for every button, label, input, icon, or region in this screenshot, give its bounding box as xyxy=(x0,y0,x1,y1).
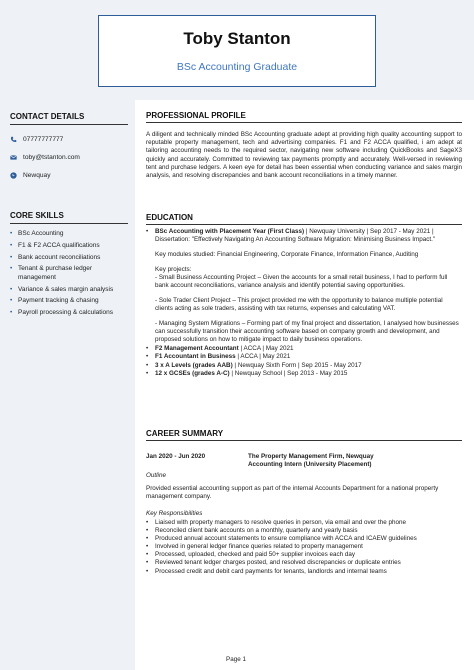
degree-entry xyxy=(146,228,462,344)
qualification-meta: | Newquay Sixth Form | Sep 2015 - May 2017 xyxy=(232,361,362,369)
education-list xyxy=(146,228,462,379)
education-heading: EDUCATION xyxy=(146,213,462,225)
sidebar xyxy=(0,100,135,670)
responsibility-item: • Liaised with property managers to resolve queries in person, via email and over the phone xyxy=(146,519,462,527)
responsibility-item: • Involved in general ledger finance queries related to property management xyxy=(146,543,462,551)
qualification-entry xyxy=(146,362,462,370)
skills-list xyxy=(10,230,128,321)
responsibilities-label: Key Responsibilities xyxy=(146,510,203,517)
qualification-entry xyxy=(146,345,462,353)
candidate-name: Toby Stanton xyxy=(183,29,291,48)
qualification-title: 12 x GCSEs (grades A-C) xyxy=(155,370,230,377)
contact-phone xyxy=(10,136,63,143)
responsibilities-list xyxy=(146,519,462,576)
contact-heading: CONTACT DETAILS xyxy=(10,112,128,125)
responsibility-item: • Produced annual account statements to ensure compliance with ACCA and ICAEW guidelines xyxy=(146,535,462,543)
project-2: - Sole Trader Client Project – This project provided me with the opportunity to balance multiple potential clients acting as sole traders, assisting with tax returns, expenses and calculating VAT. xyxy=(155,297,443,312)
skill-item: • Payment tracking & chasing xyxy=(10,297,128,305)
degree-meta: | Newquay University | Sep 2017 - May 2021 | xyxy=(304,228,434,235)
responsibility-item: • Reconciled client bank accounts on a monthly, quarterly and yearly basis xyxy=(146,527,462,535)
projects-label: Key projects: xyxy=(155,266,192,273)
page-number: Page 1 xyxy=(226,656,246,663)
skill-item: • BSc Accounting xyxy=(10,230,128,238)
career-heading: CAREER SUMMARY xyxy=(146,429,462,441)
job-dates: Jan 2020 - Jun 2020 xyxy=(146,453,206,460)
key-modules: Key modules studied: Financial Engineering, Corporate Finance, Information Finance, Auditing xyxy=(155,251,419,258)
email-icon xyxy=(10,154,17,161)
name-box xyxy=(98,15,376,87)
responsibility-item: • Reviewed tenant ledger charges posted, and resolved discrepancies or duplicate entries xyxy=(146,559,462,567)
skill-item: • Tenant & purchase ledger management xyxy=(10,265,128,282)
project-3: - Managing System Migrations – Forming part of my final project and dissertation, I analysed how businesses can successfully transition their accounting software based on company growth and development, and proposed solutions on how to mitigate impact to daily business operations. xyxy=(155,320,459,343)
qualification-entry xyxy=(146,353,462,361)
candidate-subtitle: BSc Accounting Graduate xyxy=(176,61,298,73)
job-outline: Provided essential accounting support as part of the internal Accounts Department for a national property management company. xyxy=(146,485,439,500)
location-icon xyxy=(10,172,17,179)
job-company: The Property Management Firm, Newquay xyxy=(248,453,374,460)
contact-location xyxy=(10,172,51,179)
job-header xyxy=(248,453,408,469)
project-1: - Small Business Accounting Project – Given the accounts for a small retail business, I had to perform full bank account reconciliations, variance analysis and identify potential saving opportunities. xyxy=(155,274,448,289)
degree-title: BSc Accounting with Placement Year (First Class) xyxy=(155,228,305,235)
profile-text: A diligent and technically minded BSc Accounting graduate adept at providing high quality accounting support to reputable property management, tech and advertising companies. F1 and F2 ACCA qualified, i am adept at tailoring accounting needs to the required sector, navigating new software including QuickBooks and SageX3 quickly and accurately. Committed to reviewing tax payments promptly and accurately. Well-versed in reviewing tent and purchase ledgers. A keen eye for detail has been essential when conducting variance and sales margin analysis, and resolving discrepancies and bank account reconciliations in a timely manner. xyxy=(146,131,462,180)
skill-item: • Payroll processing & calculations xyxy=(10,309,128,317)
qualification-meta: | Newquay School | Sep 2013 - May 2015 xyxy=(229,370,348,377)
outline-label: Outline xyxy=(146,472,166,479)
job-role: Accounting Intern (University Placement) xyxy=(248,461,372,468)
responsibility-item: • Processed, uploaded, checked and paid 50+ supplier invoices each day xyxy=(146,551,462,559)
skill-item: • F1 & F2 ACCA qualifications xyxy=(10,242,128,250)
qualification-title: 3 x A Levels (grades AAB) xyxy=(155,361,233,369)
phone-icon xyxy=(10,136,17,143)
qualification-meta: | ACCA | May 2021 xyxy=(238,344,294,352)
skills-heading: CORE SKILLS xyxy=(10,211,128,224)
qualification-entry xyxy=(146,370,462,378)
qualification-title: F1 Accountant in Business xyxy=(155,353,236,360)
email-address[interactable]: toby@tstanton.com xyxy=(23,154,80,161)
location-text: Newquay xyxy=(23,172,51,179)
responsibility-item: • Processed credit and debit card payments for tenants, landlords and internal teams xyxy=(146,568,462,576)
phone-number: 07777777777 xyxy=(23,136,64,143)
qualification-meta: | ACCA | May 2021 xyxy=(235,353,291,360)
dissertation: Dissertation: "Effectively Navigating An Accounting Software Migration: Minimising Business Impact." xyxy=(155,236,436,243)
contact-email xyxy=(10,154,80,161)
profile-heading: PROFESSIONAL PROFILE xyxy=(146,111,462,123)
skill-item: • Variance & sales margin analysis xyxy=(10,286,128,294)
qualification-title: F2 Management Accountant xyxy=(155,344,239,352)
skill-item: • Bank account reconciliations xyxy=(10,254,128,262)
